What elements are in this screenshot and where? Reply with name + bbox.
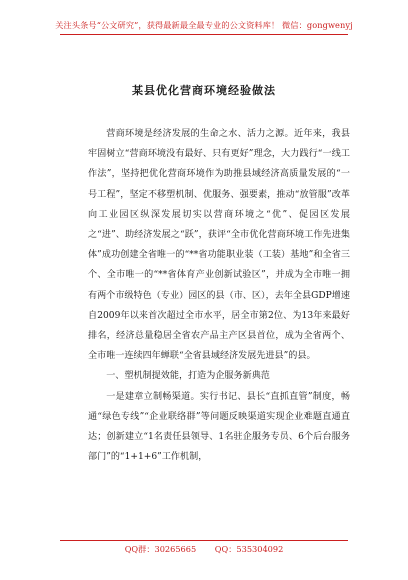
document-body — [88, 124, 350, 467]
body-paragraph: 一是建章立制畅渠道。实行书记、县长“直抓直管”制度，畅通“绿色专线”“企业联络群”等问题反映渠道实现企业难题直通直达；创新建立“1名责任县领导、1名驻企服务专员、6个后台服务部门”的“1+1+6”工作机制， — [88, 391, 350, 463]
footer-qq-number: QQ：535304092 — [214, 544, 284, 554]
footer-divider — [60, 540, 348, 541]
footer-contact — [0, 544, 408, 555]
section-heading: 一、塑机制提效能，打造为企服务新典范 — [106, 371, 270, 382]
header-banner: 关注头条号“公文研究”，获得最新最全最专业的公文资料库！ 微信：gongwenyj — [55, 20, 353, 30]
header-divider — [60, 34, 348, 35]
document-title: 某县优化营商环境经验做法 — [132, 84, 276, 97]
intro-paragraph: 营商环境是经济发展的生命之水、活力之源。近年来，我县牢固树立“营商环境没有最好、只有更好”理念，大力践行“一线工作法”，坚持把优化营商环境作为助推县域经济高质量发展的“一号工程”，坚定不移塑机制、优服务、强要素，推动“放管服”改革向工业园区纵深发展切实以营商环境之“优”、促园区发展之“进”、助经济发展之“跃”，获评“全市优化营商环境工作先进集体”成功创建全省唯一的“**省功能职业装（工装）基地”和全省三个、全市唯一的“**省体育产业创新试验区”，并成为全市唯一拥有两个市级特色（专业）园区的县（市、区），去年全县GDP增速自2009年以来首次超过全市水平，居全市第2位、为13年来最好排名，经济总量稳居全省农产品主产区县首位，成为全省两个、全市唯一连续四年蝉联“全省县域经济发展先进县”的县。 — [88, 129, 350, 362]
footer-qq-group: QQ群：30265665 — [124, 544, 197, 554]
